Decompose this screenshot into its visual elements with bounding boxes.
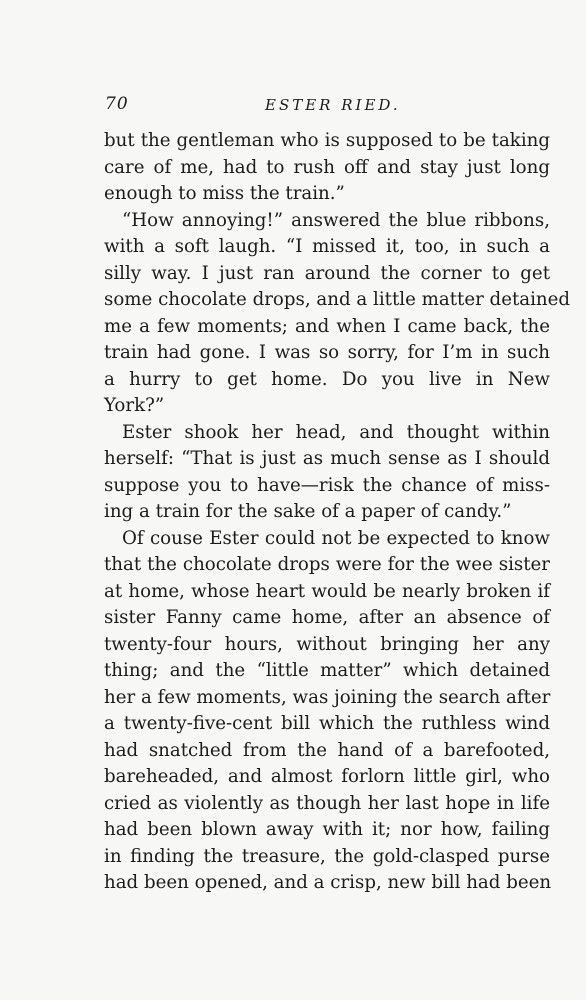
text-line: Of couse Ester could not be expected to know (122, 527, 550, 549)
running-title: ESTER RIED. (265, 96, 401, 114)
text-line: in finding the treasure, the gold-clasped purse (104, 845, 550, 867)
text-line: herself: “That is just as much sense as I should (104, 448, 550, 469)
text-line: thing; and the “little matter” which detained (104, 660, 550, 681)
text-line: had been opened, and a crisp, new bill had been (104, 872, 552, 893)
text-line: bareheaded, and almost forlorn little girl, who (104, 766, 550, 787)
text-line: a hurry to get home. Do you live in New (104, 368, 550, 390)
text-line: that the chocolate drops were for the wee sister (104, 554, 550, 575)
page-number: 70 (105, 94, 129, 114)
text-line: cried as violently as though her last hope in life (104, 792, 550, 814)
text-line: a twenty-five-cent bill which the ruthless wind (104, 713, 550, 734)
text-line: had been blown away with it; nor how, failing (104, 819, 550, 840)
text-line: twenty-four hours, without bringing her any (104, 633, 550, 655)
text-line: with a soft laugh. “I missed it, too, in such a (104, 236, 550, 257)
text-line: had snatched from the hand of a barefooted, (104, 739, 550, 761)
text-line: enough to miss the train.” (104, 183, 345, 204)
text-line: York?” (104, 395, 165, 416)
text-line: “How annoying!” answered the blue ribbons, (122, 209, 550, 231)
text-line: ing a train for the sake of a paper of candy.” (104, 501, 512, 522)
text-line: care of me, had to rush off and stay just long (104, 156, 550, 178)
text-line: some chocolate drops, and a little matter detained (104, 289, 571, 310)
text-line: train had gone. I was so sorry, for I’m in such (104, 342, 550, 363)
text-line: but the gentleman who is supposed to be taking (104, 130, 550, 151)
body-text (104, 128, 571, 897)
running-head (105, 94, 551, 118)
text-line: suppose you to have—risk the chance of miss- (104, 474, 550, 496)
text-line: Ester shook her head, and thought within (122, 421, 550, 443)
text-line: her a few moments, was joining the search after (104, 686, 551, 708)
text-line: silly way. I just ran around the corner to get (104, 262, 550, 284)
text-line: at home, whose heart would be nearly broken if (104, 580, 550, 602)
text-line: me a few moments; and when I came back, the (104, 315, 550, 337)
text-line: sister Fanny came home, after an absence of (104, 607, 550, 628)
